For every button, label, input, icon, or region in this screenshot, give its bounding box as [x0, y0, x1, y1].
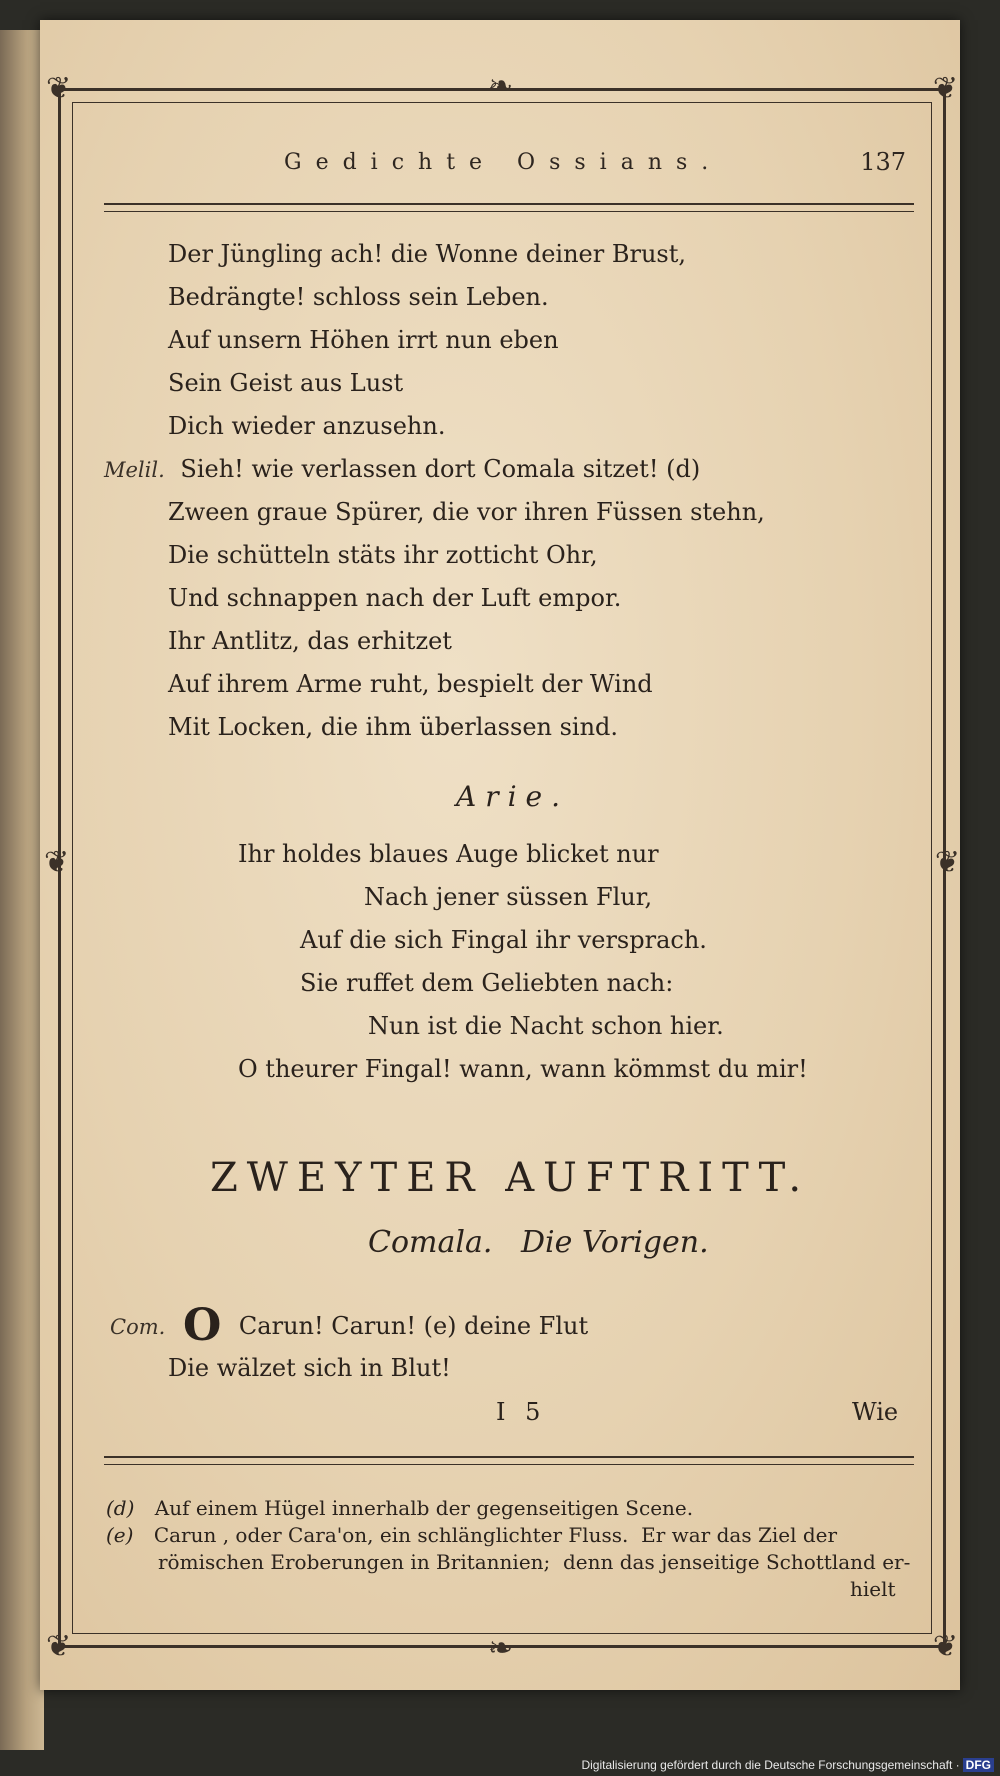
- footnote-rule: [104, 1456, 914, 1465]
- running-title: Gedichte Ossians.: [284, 150, 723, 175]
- scene-persons: Comala. Die Vorigen.: [368, 1225, 709, 1260]
- aria-line: Sie ruffet dem Geliebten nach:: [300, 969, 674, 997]
- drop-initial: O: [182, 1300, 222, 1351]
- running-header: [100, 146, 920, 186]
- aria-line: Auf die sich Fingal ihr versprach.: [300, 926, 707, 954]
- footnote-continuation: hielt: [850, 1577, 896, 1601]
- corner-ornament-icon: ❦: [932, 1629, 958, 1664]
- footnote-continuation: römischen Eroberungen in Britannien; denn das jenseitige Schottland er-: [158, 1550, 911, 1574]
- corner-ornament-icon: ❦: [46, 1629, 72, 1664]
- verse-line: Ihr Antlitz, das erhitzet: [168, 627, 452, 655]
- aria-line: Nun ist die Nacht schon hier.: [368, 1012, 724, 1040]
- verse-line: Bedrängte! schloss sein Leben.: [168, 283, 549, 311]
- verse-line: Und schnappen nach der Luft empor.: [168, 584, 622, 612]
- aria-line: O theurer Fingal! wann, wann kömmst du mir!: [238, 1055, 808, 1083]
- bottom-center-ornament-icon: ❧: [488, 1631, 514, 1666]
- speaker-label: Melil.: [104, 458, 165, 482]
- page-number: 137: [860, 148, 906, 176]
- header-rule: [104, 203, 914, 212]
- verse-line: Mit Locken, die ihm überlassen sind.: [168, 713, 619, 741]
- scene-second-line: Die wälzet sich in Blut!: [168, 1354, 451, 1382]
- catchword: Wie: [852, 1398, 899, 1426]
- aria-heading: Arie.: [456, 780, 570, 813]
- verse-line: Dich wieder anzusehn.: [168, 412, 446, 440]
- verse-line: Der Jüngling ach! die Wonne deiner Brust,: [168, 240, 686, 268]
- verse-line: Auf unsern Höhen irrt nun eben: [168, 326, 559, 354]
- corner-ornament-icon: ❦: [46, 71, 72, 106]
- verse-line: Sein Geist aus Lust: [168, 369, 404, 397]
- signature-mark: I 5: [496, 1398, 547, 1426]
- side-ornament-icon: ❦: [44, 845, 70, 880]
- scene-first-line: Com. O Carun! Carun! (e) deine Flut: [110, 1300, 589, 1351]
- footnote: (e) Carun , oder Cara'on, ein schlänglichter Fluss. Er war das Ziel der: [106, 1523, 838, 1547]
- aria-line: Nach jener süssen Flur,: [364, 883, 653, 911]
- scene-title: ZWEYTER AUFTRITT.: [210, 1155, 811, 1201]
- verse-line: Auf ihrem Arme ruht, bespielt der Wind: [168, 670, 653, 698]
- digitization-credit: Digitalisierung gefördert durch die Deutsche Forschungsgemeinschaft · DFG: [581, 1758, 994, 1772]
- verse-line: Melil. Sieh! wie verlassen dort Comala sitzet! (d): [104, 455, 701, 483]
- top-center-ornament-icon: ❧: [488, 69, 514, 104]
- side-ornament-icon: ❦: [934, 845, 960, 880]
- book-spine: [0, 30, 44, 1750]
- verse-line: Die schütteln stäts ihr zotticht Ohr,: [168, 541, 598, 569]
- speaker-label: Com.: [110, 1315, 166, 1339]
- verse-line: Zween graue Spürer, die vor ihren Füssen stehn,: [168, 498, 765, 526]
- aria-line: Ihr holdes blaues Auge blicket nur: [238, 840, 659, 868]
- footnote: (d) Auf einem Hügel innerhalb der gegenseitigen Scene.: [106, 1496, 694, 1520]
- corner-ornament-icon: ❦: [932, 71, 958, 106]
- dfg-logo: DFG: [963, 1758, 994, 1772]
